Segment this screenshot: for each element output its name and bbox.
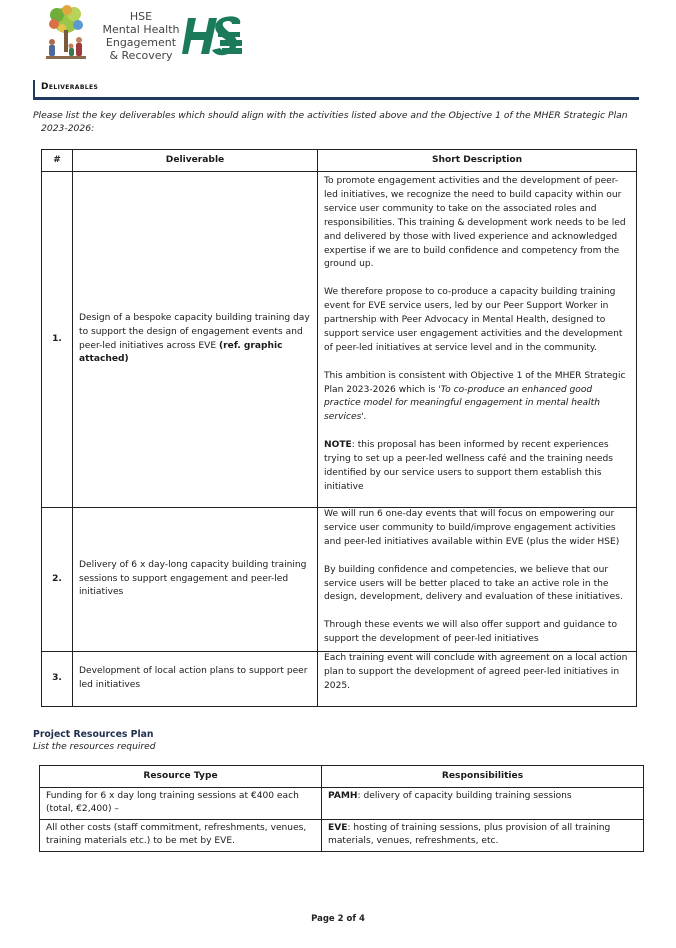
deliverable-cell: [73, 172, 318, 508]
org-name-line: & Recovery: [109, 49, 173, 62]
org-name-line: HSE: [129, 10, 153, 23]
resource-type-cell: All other costs (staff commitment, refreshments, venues, training materials etc.) to be met by EVE.: [40, 820, 322, 852]
resources-title: Project Resources Plan: [33, 729, 154, 740]
note-text: : this proposal has been informed by recent experiences trying to set up a peer-led wellness café and the training needs identified by our service users to support them establish this initiative: [324, 440, 613, 492]
description-text: This ambition is consistent with Objective 1 of the MHER Strategic Plan 2023-2026 which is: [324, 370, 626, 395]
responsibility-cell: [322, 788, 644, 820]
table-row: [42, 508, 637, 652]
deliverables-section-heading: [33, 80, 639, 100]
deliverable-note: (ref. graphic attached): [79, 340, 283, 365]
table-row: [42, 652, 637, 707]
description-paragraph: By building confidence and competencies, we believe that our service users will be better placed to take an active role in the design, development, delivery and evaluation of these initiatives.: [324, 564, 623, 603]
table-row: [40, 788, 644, 820]
description-cell: [318, 508, 637, 652]
hse-logo-icon: [182, 10, 244, 60]
org-name: [96, 10, 186, 62]
deliverable-text: Design of a bespoke capacity building training day to support the design of engagement events and peer-led initiatives across EVE: [79, 312, 310, 351]
deliverables-table: [41, 149, 637, 707]
org-name-line: Engagement: [105, 36, 177, 49]
deliverable-cell: Delivery of 6 x day-long capacity building training sessions to support engagement and peer-led initiatives: [73, 508, 318, 652]
tree-people-logo-icon: [42, 4, 90, 62]
deliverables-instructions: [33, 110, 643, 135]
row-number: 1.: [42, 172, 73, 508]
resources-table: [39, 765, 644, 852]
row-number: 2.: [42, 508, 73, 652]
instructions-line: Please list the key deliverables which should align with the activities listed above and the Objective 1 of the MHER Strategic Plan: [33, 110, 628, 121]
table-row: [40, 820, 644, 852]
description-paragraph: Through these events we will also offer support and guidance to support the development of peer-led initiatives: [324, 620, 618, 645]
description-cell: [318, 172, 637, 508]
section-title: Deliverables: [41, 82, 99, 92]
description-paragraph: We therefore propose to co-produce a capacity building training event for EVE service users, led by our Peer Support Worker in partnership with Peer Advocacy in Mental Health, designed to support service user engagement activities and the development of peer-led initiatives at service level and in the community.: [324, 287, 623, 353]
column-header: Responsibilities: [322, 766, 644, 788]
responsible-party: PAMH: [328, 791, 358, 801]
note-label: NOTE: [324, 440, 352, 451]
column-header: Deliverable: [73, 150, 318, 172]
resource-type-cell: Funding for 6 x day long training sessions at €400 each (total, €2,400) –: [40, 788, 322, 820]
column-header: #: [42, 150, 73, 172]
description-paragraph: [324, 439, 630, 495]
description-cell: [318, 652, 637, 707]
description-paragraph: We will run 6 one-day events that will focus on empowering our service user community to build/improve engagement activities and peer-led initiatives available within EVE (plus the wider HSE): [324, 509, 620, 547]
description-paragraph: To promote engagement activities and the development of peer-led initiatives, we recognize the need to build capacity within our service user community to take on the associated roles and responsibilities. This training & development work needs to be led and delivered by those with lived experience and acknowledged expertise if we are to build confidence and competency from the ground up.: [324, 176, 626, 270]
objective-quote: 'To co-produce an enhanced good practice model for meaningful engagement in mental health services'.: [324, 384, 600, 423]
column-header: Short Description: [318, 150, 637, 172]
column-header: Resource Type: [40, 766, 322, 788]
table-header-row: [40, 766, 644, 788]
responsibility-text: : hosting of training sessions, plus provision of all training materials, venues, refreshments, etc.: [328, 823, 611, 846]
page-number: Page 2 of 4: [311, 914, 365, 924]
description-paragraph: Each training event will conclude with agreement on a local action plan to support the development of agreed peer-led initiatives in 2025.: [324, 653, 628, 691]
header-logos: [42, 4, 252, 62]
responsibility-text: : delivery of capacity building training sessions: [357, 791, 572, 801]
instructions-line: 2023-2026:: [41, 122, 95, 134]
row-number: 3.: [42, 652, 73, 707]
resources-subtitle: List the resources required: [33, 742, 156, 752]
table-row: [42, 172, 637, 508]
org-name-line: Mental Health: [102, 23, 180, 36]
table-header-row: [42, 150, 637, 172]
deliverable-cell: Development of local action plans to support peer led initiatives: [73, 652, 318, 707]
description-paragraph: [324, 370, 630, 426]
responsibility-cell: [322, 820, 644, 852]
responsible-party: EVE: [328, 823, 348, 833]
